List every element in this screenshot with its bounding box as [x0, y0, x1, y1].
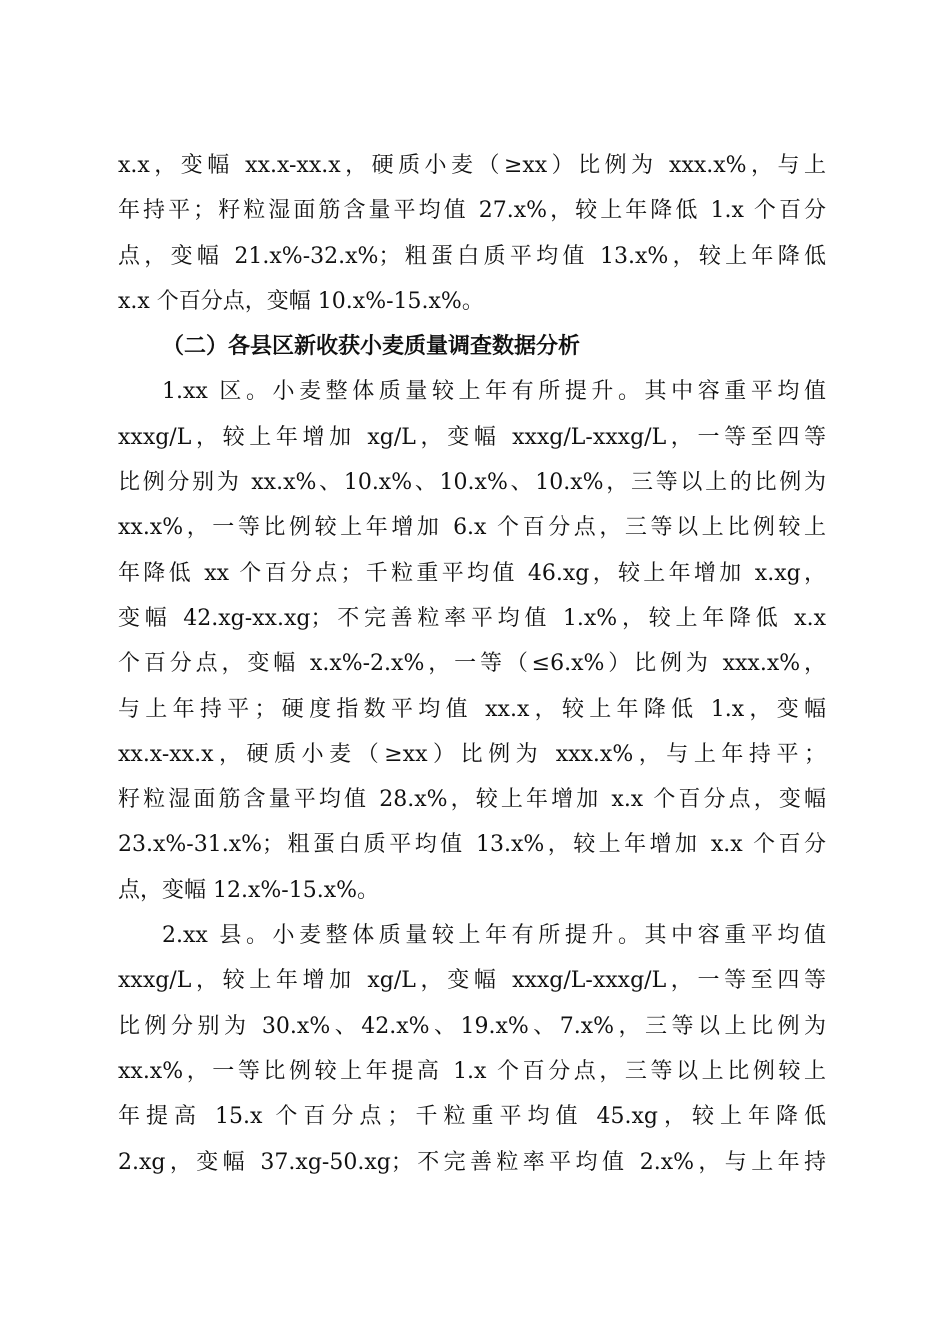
- text-line: xx.x%，一等比例较上年提高 1.x 个百分点，三等以上比例较上: [118, 1058, 826, 1084]
- text-line: 23.x%-31.x%；粗蛋白质平均值 13.x%，较上年增加 x.x 个百分: [118, 832, 826, 858]
- text-line: xx.x-xx.x，硬质小麦（≥xx）比例为 xxx.x%，与上年持平；: [118, 741, 826, 767]
- paragraph-district-2: [118, 913, 826, 1185]
- text-line: 比例分别为 30.x%、42.x%、19.x%、7.x%，三等以上比例为: [118, 1013, 826, 1039]
- text-line: xxxg/L，较上年增加 xg/L，变幅 xxxg/L-xxxg/L，一等至四等: [118, 968, 826, 994]
- text-line: 比例分别为 xx.x%、10.x%、10.x%、10.x%，三等以上的比例为: [118, 470, 826, 496]
- text-line: 变幅 42.xg-xx.xg；不完善粒率平均值 1.x%，较上年降低 x.x: [118, 605, 826, 631]
- document-body: [118, 143, 826, 1185]
- section-heading: （二）各县区新收获小麦质量调查数据分析: [162, 333, 581, 360]
- text-line: x.x，变幅 xx.x-xx.x，硬质小麦（≥xx）比例为 xxx.x%，与上: [118, 153, 826, 178]
- text-line: 年降低 xx 个百分点；千粒重平均值 46.xg，较上年增加 x.xg，: [118, 560, 826, 586]
- text-line: xxxg/L，较上年增加 xg/L，变幅 xxxg/L-xxxg/L，一等至四等: [118, 424, 826, 450]
- text-line: 个百分点，变幅 x.x%-2.x%，一等（≤6.x%）比例为 xxx.x%，: [118, 651, 826, 677]
- paragraph-continuation: [118, 143, 826, 324]
- paragraph-district-1: [118, 369, 826, 913]
- text-line: x.x 个百分点，变幅 10.x%-15.x%。: [118, 288, 484, 314]
- text-line: xx.x%，一等比例较上年增加 6.x 个百分点，三等以上比例较上: [118, 515, 826, 541]
- text-line: 2.xg，变幅 37.xg-50.xg；不完善粒率平均值 2.x%，与上年持: [118, 1149, 826, 1175]
- text-line: 年提高 15.x 个百分点；千粒重平均值 45.xg，较上年降低: [118, 1104, 826, 1130]
- text-line: 点，变幅 12.x%-15.x%。: [118, 877, 380, 903]
- text-line: 与上年持平；硬度指数平均值 xx.x，较上年降低 1.x，变幅: [118, 696, 826, 722]
- text-line: 年持平；籽粒湿面筋含量平均值 27.x%，较上年降低 1.x 个百分: [118, 198, 826, 224]
- text-line: 籽粒湿面筋含量平均值 28.x%，较上年增加 x.x 个百分点，变幅: [118, 787, 826, 813]
- text-line: 2.xx 县。小麦整体质量较上年有所提升。其中容重平均值: [162, 923, 826, 949]
- text-line: 1.xx 区。小麦整体质量较上年有所提升。其中容重平均值: [162, 379, 826, 405]
- text-line: 点，变幅 21.x%-32.x%；粗蛋白质平均值 13.x%，较上年降低: [118, 243, 826, 269]
